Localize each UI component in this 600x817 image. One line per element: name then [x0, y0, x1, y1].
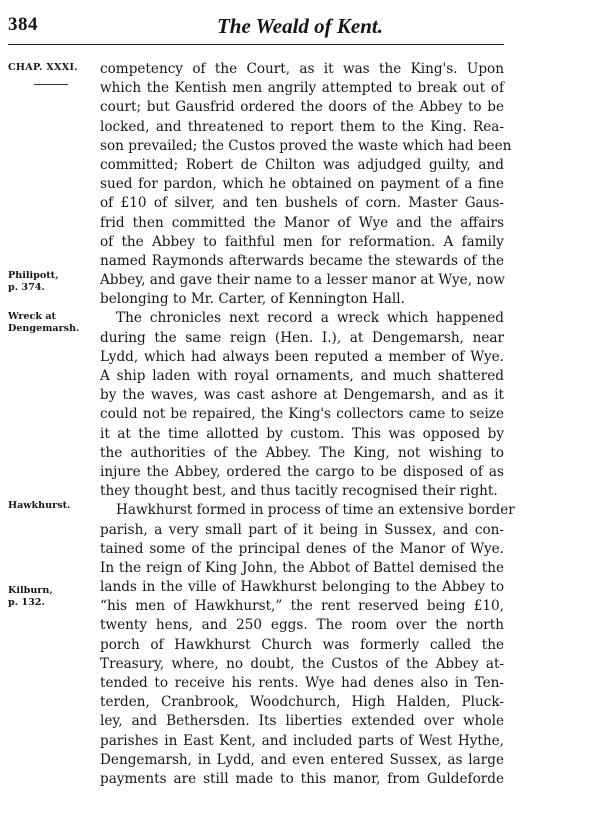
text-line: porch of Hawkhurst Church was formerly called the: [100, 636, 504, 653]
text-line: The chronicles next record a wreck which happened: [116, 310, 504, 327]
text-line: lands in the ville of Hawkhurst belonging to the Abbey to: [100, 579, 504, 596]
text-line: committed; Robert de Chilton was adjudged guilty, and: [100, 156, 504, 173]
text-line: In the reign of King John, the Abbot of Battel demised the: [100, 559, 504, 576]
text-line: of £10 of silver, and ten bushels of corn. Master Gaus-: [100, 195, 504, 212]
text-line: named Raymonds afterwards became the stewards of the: [100, 252, 504, 269]
text-line: A ship laden with royal ornaments, and much shattered: [100, 368, 504, 384]
side-note-line: Philipott,: [8, 270, 59, 281]
text-line: competency of the Court, as it was the King's. Upon: [100, 61, 504, 77]
text-line: tained some of the principal denes of the Manor of Wye.: [100, 540, 504, 557]
text-line: the authorities of the Abbey. The King, not wishing to: [100, 444, 504, 461]
text-line: of the Abbey to faithful men for reformation. A family: [100, 233, 504, 250]
text-line: belonging to Mr. Carter, of Kennington Hall.: [100, 291, 405, 308]
text-line: tended to receive his rents. Wye had denes also in Ten-: [100, 675, 504, 691]
text-line: could not be repaired, the King's collectors came to seize: [100, 406, 504, 423]
text-line: injure the Abbey, ordered the cargo to be disposed of as: [100, 463, 504, 480]
body-text: [100, 60, 515, 789]
side-note-line: Kilburn,: [8, 585, 53, 596]
text-line: terden, Cranbrook, Woodchurch, High Halden, Pluck-: [100, 694, 504, 711]
text-line: which the Kentish men angrily attempted to break out of: [100, 80, 504, 97]
text-line: frid then committed the Manor of Wye and the affairs: [100, 214, 504, 231]
text-line: Hawkhurst formed in process of time an extensive border: [116, 502, 515, 519]
running-title: The Weald of Kent.: [216, 14, 384, 38]
text-line: Treasury, where, no doubt, the Custos of the Abbey at-: [100, 655, 504, 672]
side-note-line: Wreck at: [8, 311, 56, 322]
text-line: it at the time allotted by custom. This was opposed by: [100, 425, 504, 442]
text-line: Lydd, which had always been reputed a member of Wye.: [100, 348, 504, 365]
text-line: parishes in East Kent, and included parts of West Hythe,: [100, 732, 504, 749]
side-note-line: p. 374.: [8, 282, 45, 293]
text-line: son prevailed; the Custos proved the waste which had been: [100, 137, 512, 154]
text-line: sued for pardon, which he obtained on payment of a fine: [100, 176, 504, 193]
text-line: twenty hens, and 250 eggs. The room over the north: [100, 617, 504, 634]
text-line: locked, and threatened to report them to the King. Rea-: [100, 118, 504, 135]
chapter-label: CHAP. XXXI.: [8, 62, 78, 73]
side-note-hawkhurst: Hawkhurst.: [8, 500, 71, 511]
text-line: Abbey, and gave their name to a lesser manor at Wye, now: [100, 272, 505, 289]
side-note-philipott: [8, 270, 58, 294]
header-rule: [8, 44, 504, 45]
side-note-kilburn: [8, 585, 53, 609]
side-note-line: p. 132.: [8, 597, 45, 608]
text-line: court; but Gausfrid ordered the doors of the Abbey to be: [100, 99, 504, 116]
text-line: payments are still made to this manor, from Guldeforde: [100, 770, 504, 787]
text-line: ley, and Bethersden. Its liberties extended over whole: [100, 713, 504, 730]
text-line: by the waves, was cast ashore at Dengemarsh, and as it: [100, 387, 504, 404]
side-note-wreck: [8, 311, 79, 335]
side-note-line: Dengemarsh.: [8, 323, 80, 334]
text-line: parish, a very small part of it being in Sussex, and con-: [100, 521, 504, 538]
text-line: they thought best, and thus tacitly recognised their right.: [100, 483, 498, 500]
page-number: 384: [8, 14, 38, 35]
text-line: “his men of Hawkhurst,” the rent reserved being £10,: [100, 598, 504, 615]
text-line: during the same reign (Hen. I.), at Dengemarsh, near: [100, 329, 504, 346]
chapter-rule: [34, 84, 68, 85]
text-line: Dengemarsh, in Lydd, and even entered Sussex, as large: [100, 751, 504, 768]
